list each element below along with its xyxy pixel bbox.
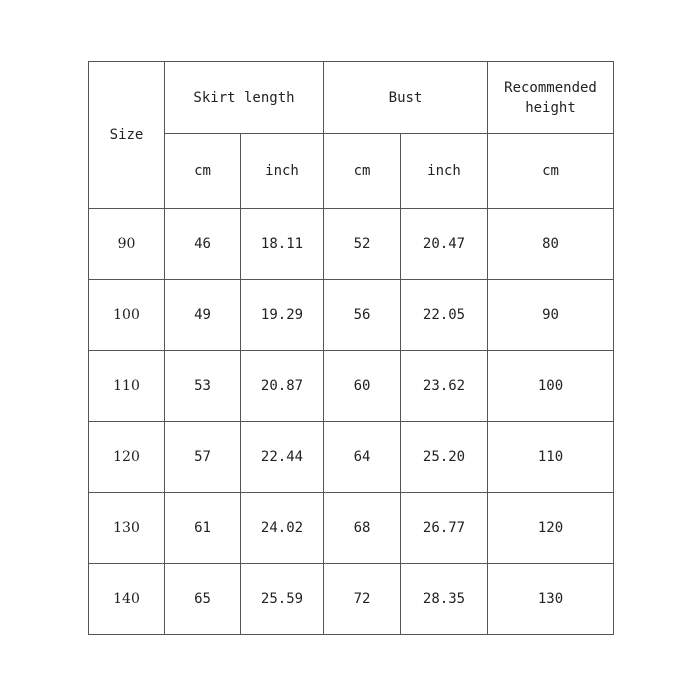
bust-header: Bust	[324, 62, 488, 134]
bust-cm-cell: 60	[324, 351, 401, 422]
unit-skirt-cm: cm	[165, 134, 241, 209]
height-cm-cell: 130	[488, 564, 614, 635]
skirt-inch-cell: 19.29	[241, 280, 324, 351]
bust-inch-cell: 20.47	[401, 209, 488, 280]
bust-cm-cell: 52	[324, 209, 401, 280]
header-row	[89, 62, 614, 134]
skirt-inch-cell: 24.02	[241, 493, 324, 564]
skirt-length-header: Skirt length	[165, 62, 324, 134]
height-cm-cell: 90	[488, 280, 614, 351]
unit-row	[89, 134, 614, 209]
table-row	[89, 493, 614, 564]
bust-cm-cell: 56	[324, 280, 401, 351]
size-cell: 120	[89, 422, 165, 493]
table-row	[89, 280, 614, 351]
bust-inch-cell: 28.35	[401, 564, 488, 635]
skirt-inch-cell: 18.11	[241, 209, 324, 280]
bust-inch-cell: 25.20	[401, 422, 488, 493]
skirt-cm-cell: 49	[165, 280, 241, 351]
bust-cm-cell: 68	[324, 493, 401, 564]
size-cell: 140	[89, 564, 165, 635]
size-header: Size	[89, 62, 165, 209]
skirt-cm-cell: 61	[165, 493, 241, 564]
bust-cm-cell: 72	[324, 564, 401, 635]
bust-inch-cell: 22.05	[401, 280, 488, 351]
table-row	[89, 564, 614, 635]
skirt-inch-cell: 25.59	[241, 564, 324, 635]
table-row	[89, 351, 614, 422]
unit-height-cm: cm	[488, 134, 614, 209]
skirt-inch-cell: 22.44	[241, 422, 324, 493]
skirt-cm-cell: 53	[165, 351, 241, 422]
skirt-cm-cell: 57	[165, 422, 241, 493]
unit-bust-cm: cm	[324, 134, 401, 209]
bust-inch-cell: 23.62	[401, 351, 488, 422]
height-cm-cell: 80	[488, 209, 614, 280]
size-chart-table	[88, 61, 614, 635]
size-cell: 110	[89, 351, 165, 422]
unit-skirt-inch: inch	[241, 134, 324, 209]
height-cm-cell: 100	[488, 351, 614, 422]
skirt-inch-cell: 20.87	[241, 351, 324, 422]
size-cell: 130	[89, 493, 165, 564]
bust-cm-cell: 64	[324, 422, 401, 493]
table-row	[89, 209, 614, 280]
height-cm-cell: 120	[488, 493, 614, 564]
skirt-cm-cell: 46	[165, 209, 241, 280]
skirt-cm-cell: 65	[165, 564, 241, 635]
bust-inch-cell: 26.77	[401, 493, 488, 564]
height-cm-cell: 110	[488, 422, 614, 493]
table-row	[89, 422, 614, 493]
recommended-height-header: Recommended height	[488, 62, 614, 134]
size-cell: 90	[89, 209, 165, 280]
size-cell: 100	[89, 280, 165, 351]
unit-bust-inch: inch	[401, 134, 488, 209]
